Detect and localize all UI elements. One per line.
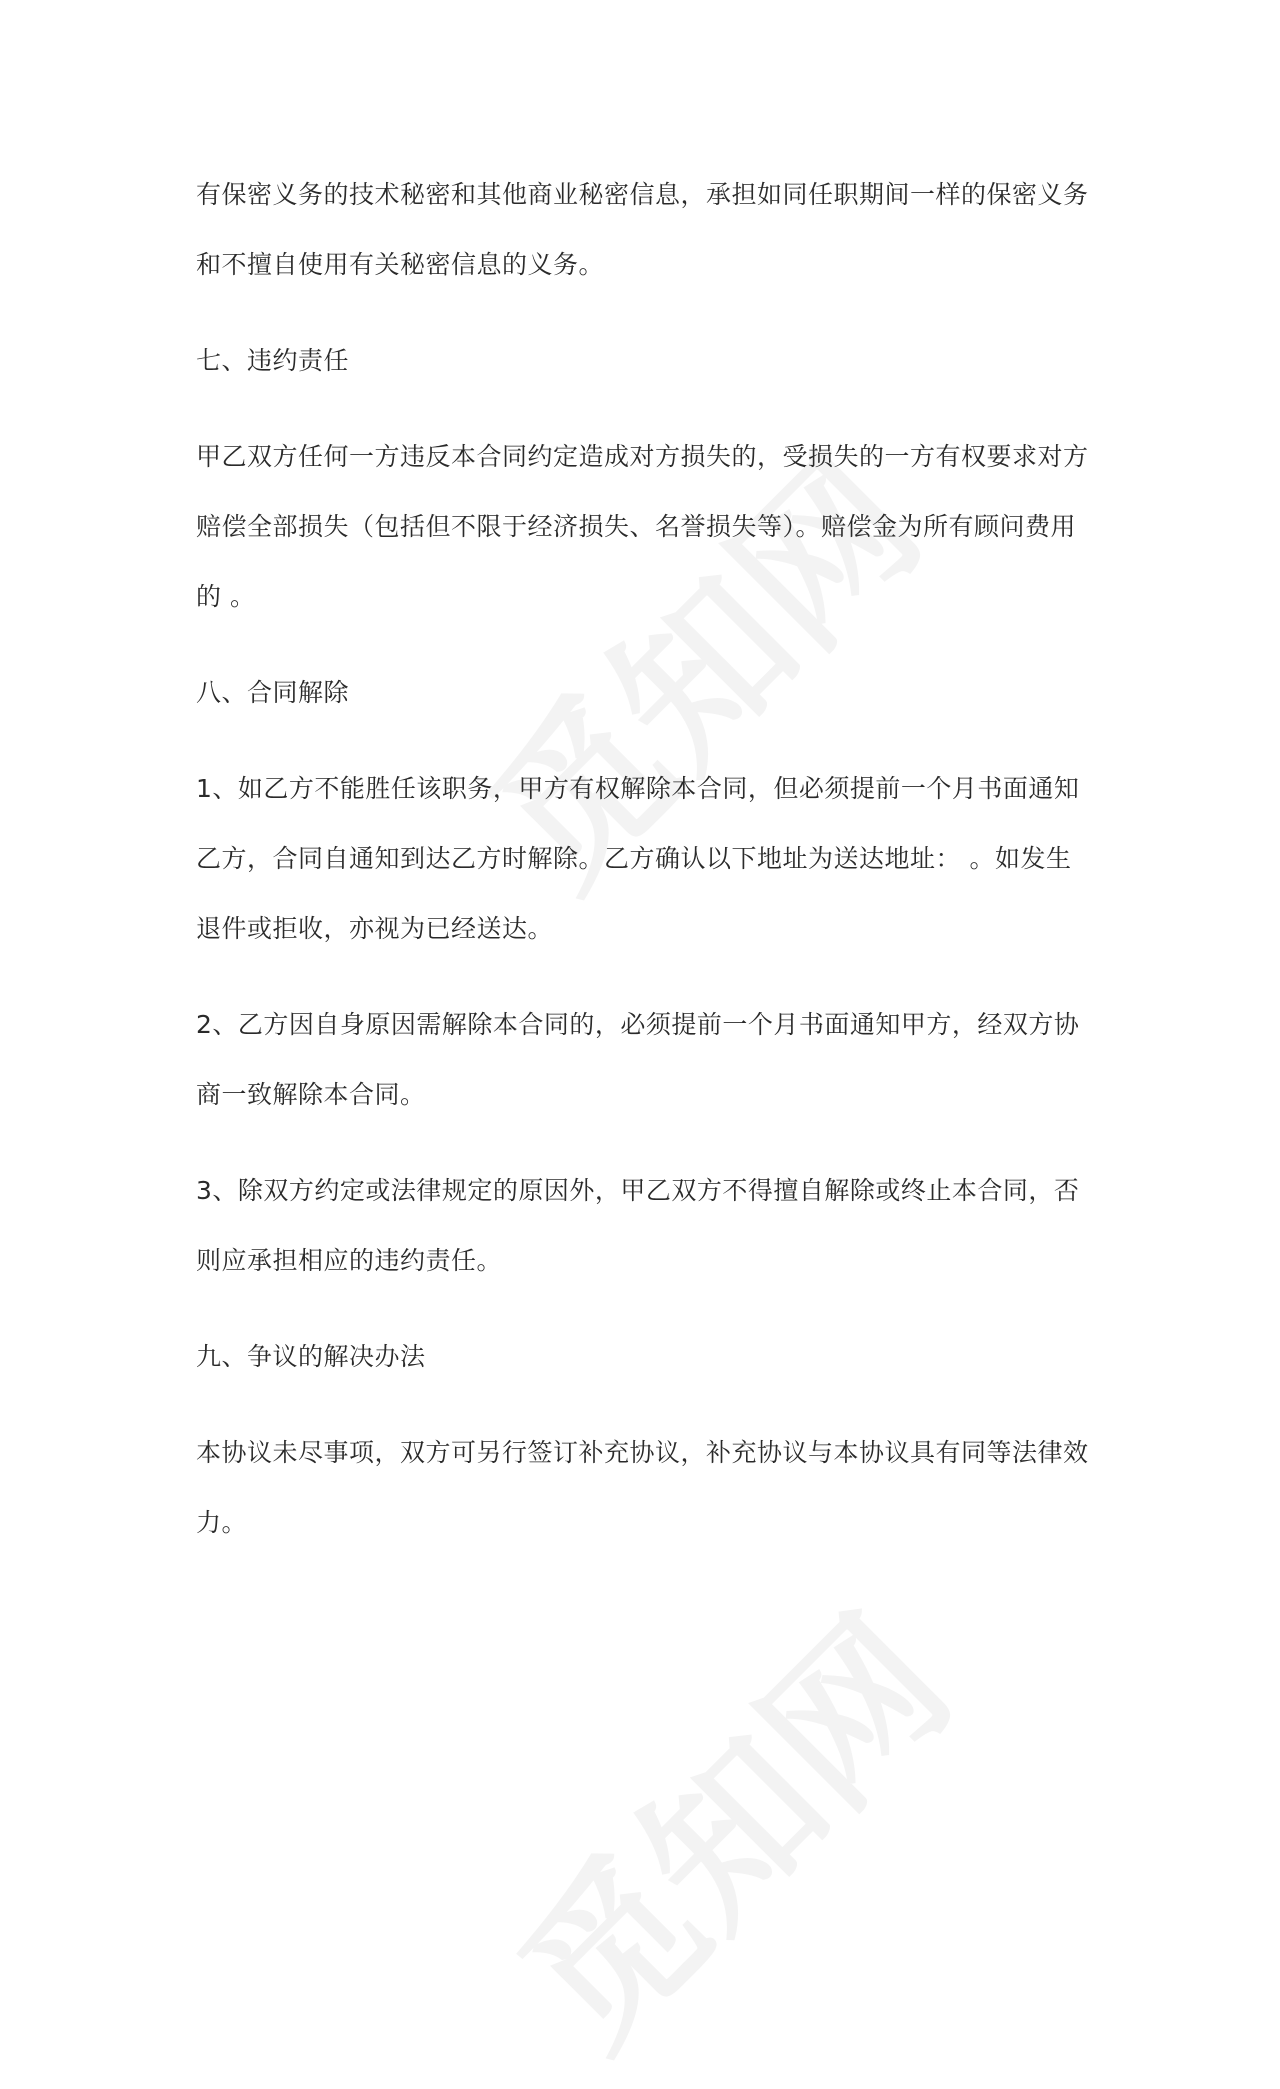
paragraph: 本协议未尽事项，双方可另行签订补充协议，补充协议与本协议具有同等法律效力。 (196, 1438, 1089, 1537)
paragraph: 甲乙双方任何一方违反本合同约定造成对方损失的，受损失的一方有权要求对方赔偿全部损失（包括但不限于经济损失、名誉损失等）。赔偿金为所有顾问费用的 。 (196, 442, 1089, 611)
paragraph: 2、乙方因自身原因需解除本合同的，必须提前一个月书面通知甲方，经双方协商一致解除本合同。 (196, 1010, 1080, 1109)
paragraph: 有保密义务的技术秘密和其他商业秘密信息，承担如同任职期间一样的保密义务和不擅自使用有关秘密信息的义务。 (196, 180, 1089, 279)
paragraph: 1、如乙方不能胜任该职务，甲方有权解除本合同，但必须提前一个月书面通知乙方，合同自通知到达乙方时解除。乙方确认以下地址为送达地址： 。如发生退件或拒收，亦视为已经送达。 (196, 774, 1080, 943)
section-heading: 八、合同解除 (196, 678, 350, 707)
section-heading: 九、争议的解决办法 (196, 1342, 426, 1371)
paragraph: 3、除双方约定或法律规定的原因外，甲乙双方不得擅自解除或终止本合同，否则应承担相应的违约责任。 (196, 1176, 1080, 1275)
watermark (458, 1556, 992, 2089)
document-body (196, 160, 1096, 1558)
section-heading: 七、违约责任 (196, 346, 350, 375)
